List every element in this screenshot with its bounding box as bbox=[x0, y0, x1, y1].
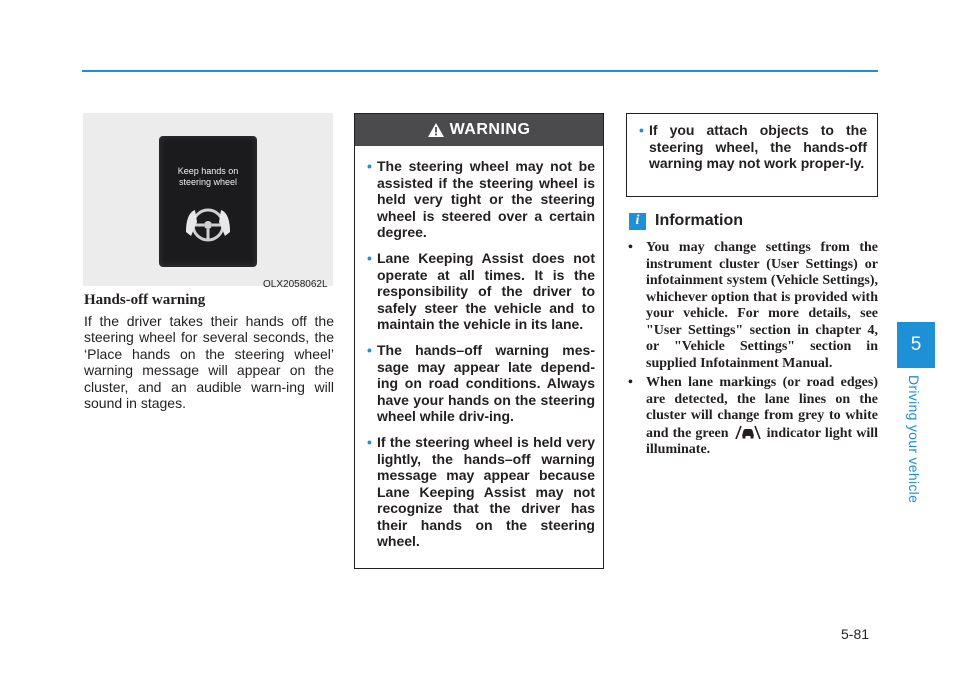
information-title: Information bbox=[655, 212, 743, 229]
bullet-icon: • bbox=[367, 158, 372, 174]
warning-item: • Lane Keeping Assist does not operate at all times. It is the responsibility of the driver to safely steer the vehicle and to maintain the vehicle in its lane. bbox=[367, 249, 595, 333]
bullet-icon: • bbox=[628, 375, 633, 390]
chapter-title: Driving your vehicle bbox=[906, 375, 922, 504]
bullet-icon: • bbox=[628, 240, 633, 255]
bullet-icon: • bbox=[639, 122, 644, 138]
continued-warning-box bbox=[626, 113, 878, 197]
information-item: • When lane markings (or road edges) are detected, the lane lines on the cluster will change from grey to white and the green indicator light will illuminate. bbox=[628, 375, 878, 457]
information-item: • You may change settings from the instrument cluster (User Settings) or infotainment system (Vehicle Settings), whichever option that is provided with your vehicle. For more details, see "User Settings" section in chapter 4, or "Vehicle Settings" section in supplied Infotainment Manual. bbox=[628, 240, 878, 371]
chapter-tab: 5 bbox=[897, 322, 935, 368]
lane-keeping-indicator-icon bbox=[733, 425, 763, 439]
warning-list bbox=[355, 146, 603, 550]
figure-caption: OLX2058062L bbox=[263, 279, 328, 290]
warning-item: • The steering wheel may not be assisted if the steering wheel is held very tight or the steering wheel is steered over a certain degree. bbox=[367, 158, 595, 241]
instrument-cluster-display bbox=[159, 136, 257, 267]
warning-item: • The hands–off warning mes-sage may appear late depend-ing on road conditions. Always have your hands on the steering wheel while driv-ing. bbox=[367, 341, 595, 425]
cluster-figure bbox=[83, 113, 333, 286]
information-list bbox=[627, 240, 878, 462]
hands-off-description: If the driver takes their hands off the steering wheel for several seconds, the ‘Place hands on the steering wheel’ warning message will appear on the cluster, and an audible warn-ing will sound in stages. bbox=[84, 313, 334, 412]
bullet-icon: • bbox=[367, 249, 372, 266]
header-rule bbox=[82, 70, 878, 72]
warning-box bbox=[354, 113, 604, 569]
warning-triangle-icon bbox=[428, 123, 444, 137]
warning-item: • If you attach objects to the steering wheel, the hands-off warning may not work proper-ly. bbox=[639, 122, 867, 172]
info-icon: i bbox=[629, 213, 646, 230]
page-number: 5-81 bbox=[841, 626, 870, 642]
section-heading: Hands-off warning bbox=[84, 292, 206, 308]
warning-header bbox=[355, 114, 603, 146]
information-heading bbox=[629, 212, 743, 230]
cluster-message: Keep hands on steering wheel bbox=[177, 166, 239, 187]
bullet-icon: • bbox=[367, 341, 372, 358]
steering-wheel-hands-icon bbox=[183, 198, 233, 248]
warning-item: • If the steering wheel is held very lightly, the hands–off warning message may appear because Lane Keeping Assist may not recognize that the driver has their hands on the steering wheel. bbox=[367, 433, 595, 550]
bullet-icon: • bbox=[367, 433, 372, 450]
warning-title: WARNING bbox=[449, 121, 531, 138]
